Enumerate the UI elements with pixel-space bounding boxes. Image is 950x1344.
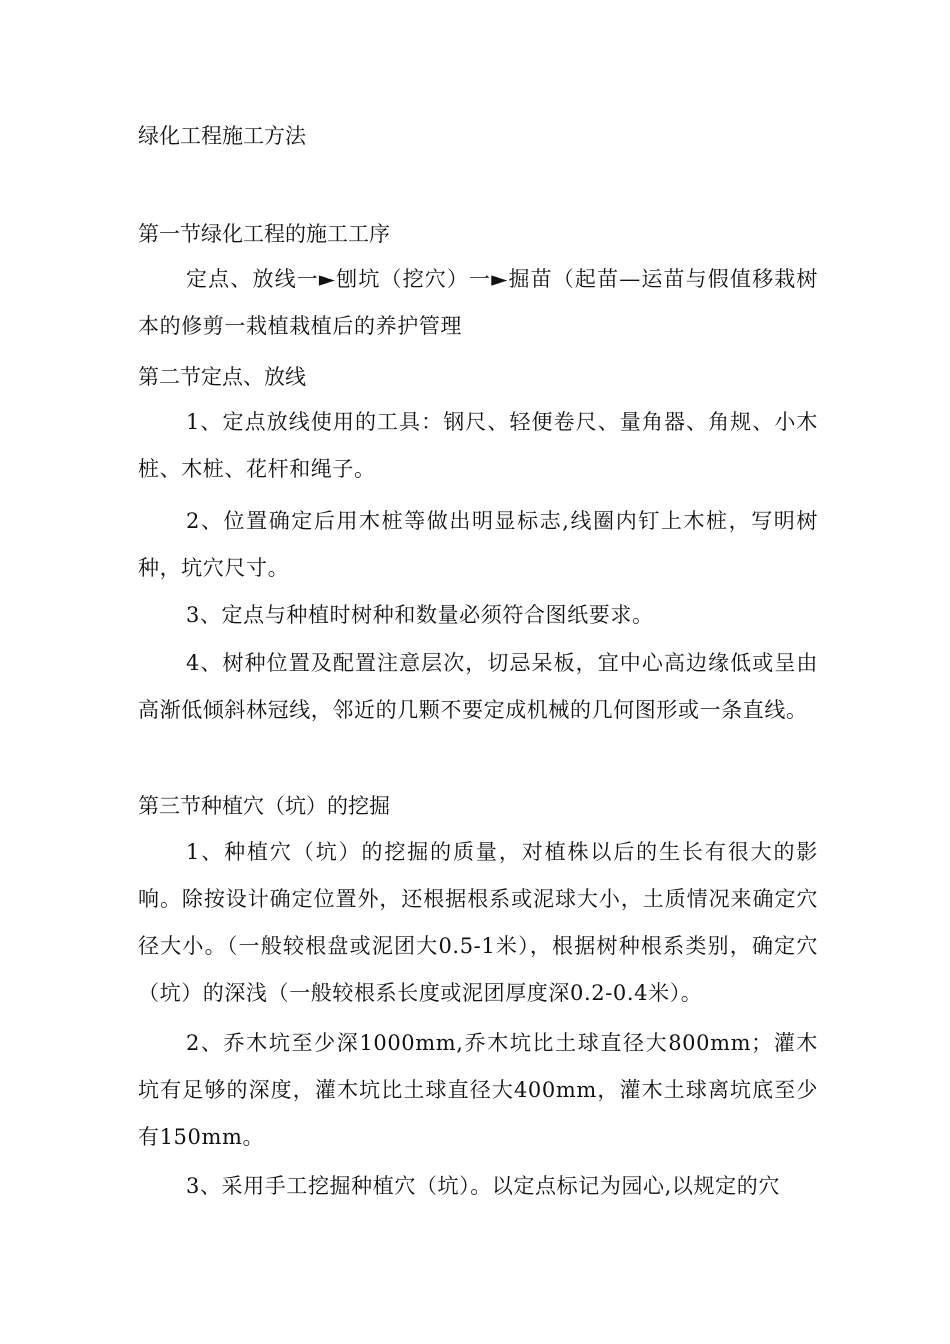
section-3-item-1: 1、种植穴（坑）的挖掘的质量，对植株以后的生长有很大的影响。除按设计确定位置外，还根据根系或泥球大小，土质情况来确定穴径大小。（一般较根盘或泥团大0.5-1米），根据树种根系类别，确定穴（坑）的深浅（一般较根系长度或泥团厚度深0.2-0.4米）。 [138, 840, 818, 1005]
section-2-item-1: 1、定点放线使用的工具：钢尺、轻便卷尺、量角器、角规、小木桩、木桩、花杆和绳子。 [138, 410, 818, 481]
section-2-item-3: 3、定点与种植时树种和数量必须符合图纸要求。 [186, 603, 654, 627]
section-2-heading: 第二节定点、放线 [138, 365, 306, 389]
section-1-heading: 第一节绿化工程的施工工序 [138, 222, 390, 246]
section-2-item-4: 4、树种位置及配置注意层次，切忌呆板，宜中心高边缘低或呈由高渐低倾斜林冠线，邻近的几颗不要定成机械的几何图形或一条直线。 [138, 651, 818, 722]
section-3-heading: 第三节种植穴（坑）的挖掘 [138, 794, 390, 818]
section-1-paragraph: 定点、放线一►刨坑（挖穴）一►掘苗（起苗—运苗与假值移栽树本的修剪一栽植栽植后的养护管理 [138, 267, 818, 338]
document-title: 绿化工程施工方法 [138, 124, 306, 148]
section-3-item-3: 3、采用手工挖掘种植穴（坑）。以定点标记为园心,以规定的穴 [186, 1174, 780, 1198]
section-2-item-2: 2、位置确定后用木桩等做出明显标志,线圈内钉上木桩，写明树种，坑穴尺寸。 [138, 509, 818, 580]
section-3-item-2: 2、乔木坑至少深1000mm,乔木坑比土球直径大800mm；灌木坑有足够的深度，灌木坑比土球直径大400mm，灌木土球离坑底至少有150mm。 [138, 1031, 818, 1149]
